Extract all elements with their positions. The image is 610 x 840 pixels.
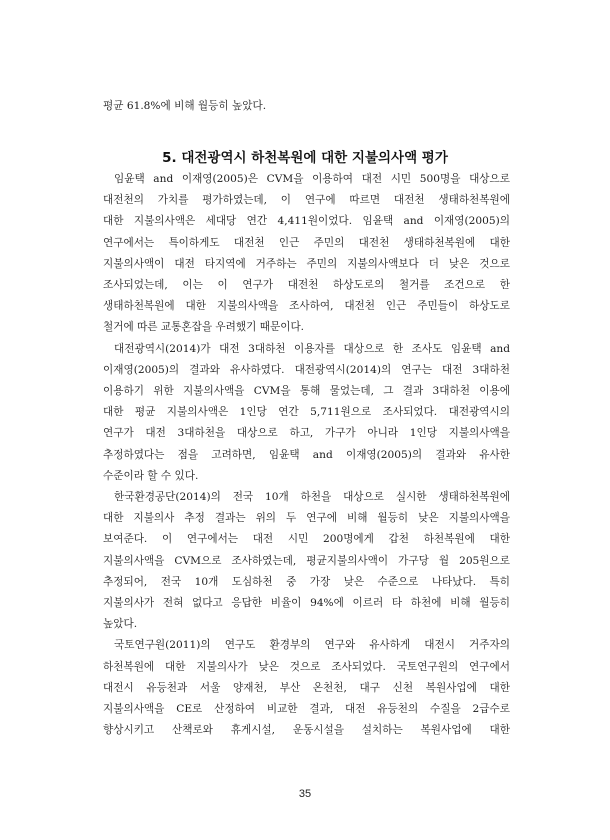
paragraph-line: 추정하였다는 점을 고려하면, 임윤택 and 이재영(2005)의 결과와 유사한 [103, 448, 510, 461]
paragraph-line: 대전광역시(2014)가 대전 3대하천 이용자를 대상으로 한 조사도 임윤택 and [114, 342, 510, 355]
paragraph-line: 하천복원에 대한 지불의사가 낮은 것으로 조사되었다. 국토연구원의 연구에서 [103, 660, 510, 673]
paragraph-line: 이용하기 위한 지불의사액을 CVM을 통해 물었는데, 그 결과 3대하천 이용에 [103, 385, 510, 397]
paragraph-line: 이재영(2005)의 결과와 유사하였다. 대전광역시(2014)의 연구는 대전 3대하천 [103, 363, 510, 376]
paragraph-line: 대한 지불의사 추정 결과는 위의 두 연구에 비해 월등히 낮은 지불의사액을 [103, 512, 510, 525]
paragraph-line: 보여준다. 이 연구에서는 대전 시민 200명에게 갑천 하천복원에 대한 [103, 533, 510, 546]
paragraph-line: 수준이라 할 수 있다. [103, 469, 199, 482]
paragraph-line: 철거에 따른 교통혼잡을 우려했기 때문이다. [103, 321, 305, 334]
paragraph-line: 대전시 유등천과 서울 양재천, 부산 온천천, 대구 신천 복원사업에 대한 [103, 681, 510, 694]
paragraph-line: 지불의사가 전혀 없다고 응답한 비율이 94%에 이르러 타 하천에 비해 월등히 [103, 597, 510, 609]
paragraph-line: 지불의사액을 CE로 산정하여 비교한 결과, 대전 유등천의 수질을 2급수로 [103, 703, 510, 715]
paragraph-line: 연구에서는 특이하게도 대전천 인근 주민의 대전천 생태하천복원에 대한 [103, 236, 510, 249]
paragraph-line: 조사되었는데, 이는 이 연구가 대전천 하상도로의 철거를 조건으로 한 [103, 279, 510, 291]
paragraph-line: 생태하천복원에 대한 지불의사액을 조사하여, 대전천 인근 주민들이 하상도로 [103, 300, 510, 313]
paragraph-line: 대한 지불의사액은 세대당 연간 4,411원이었다. 임윤택 and 이재영(2005)의 [103, 215, 510, 228]
paragraph-line: 연구가 대전 3대하천을 대상으로 하고, 가구가 아니라 1인당 지불의사액을 [103, 427, 510, 440]
paragraph-line: 임윤택 and 이재영(2005)은 CVM을 이용하여 대전 시민 500명을 대상으로 [114, 173, 510, 185]
top-line: 평균 61.8%에 비해 월등히 높았다. [103, 100, 267, 112]
paragraph-line: 대한 평균 지불의사액은 1인당 연간 5,711원으로 조사되었다. 대전광역시의 [103, 406, 510, 419]
section-heading: 5. 대전광역시 하천복원에 대한 지불의사액 평가 [162, 150, 448, 166]
paragraph-line: 추정되어, 전국 10개 도심하천 중 가장 낮은 수준으로 나타났다. 특히 [103, 575, 510, 588]
paragraph-line: 지불의사액이 대전 타지역에 거주하는 주민의 지불의사액보다 더 낮은 것으로 [103, 257, 510, 270]
paragraph-line: 지불의사액을 CVM으로 조사하였는데, 평균지불의사액이 가구당 월 205원으로 [103, 554, 510, 567]
paragraph-line: 한국환경공단(2014)의 전국 10개 하천을 대상으로 실시한 생태하천복원에 [114, 491, 510, 503]
paragraph-line: 대전천의 가치를 평가하였는데, 이 연구에 따르면 대전천 생태하천복원에 [103, 194, 510, 207]
paragraph-line: 국토연구원(2011)의 연구도 환경부의 연구와 유사하게 대전시 거주자의 [114, 639, 510, 652]
paragraph-line: 높았다. [103, 618, 138, 631]
page-number: 35 [298, 788, 312, 800]
paragraph-line: 향상시키고 산책로와 휴게시설, 운동시설을 설치하는 복원사업에 대한 [103, 724, 510, 737]
